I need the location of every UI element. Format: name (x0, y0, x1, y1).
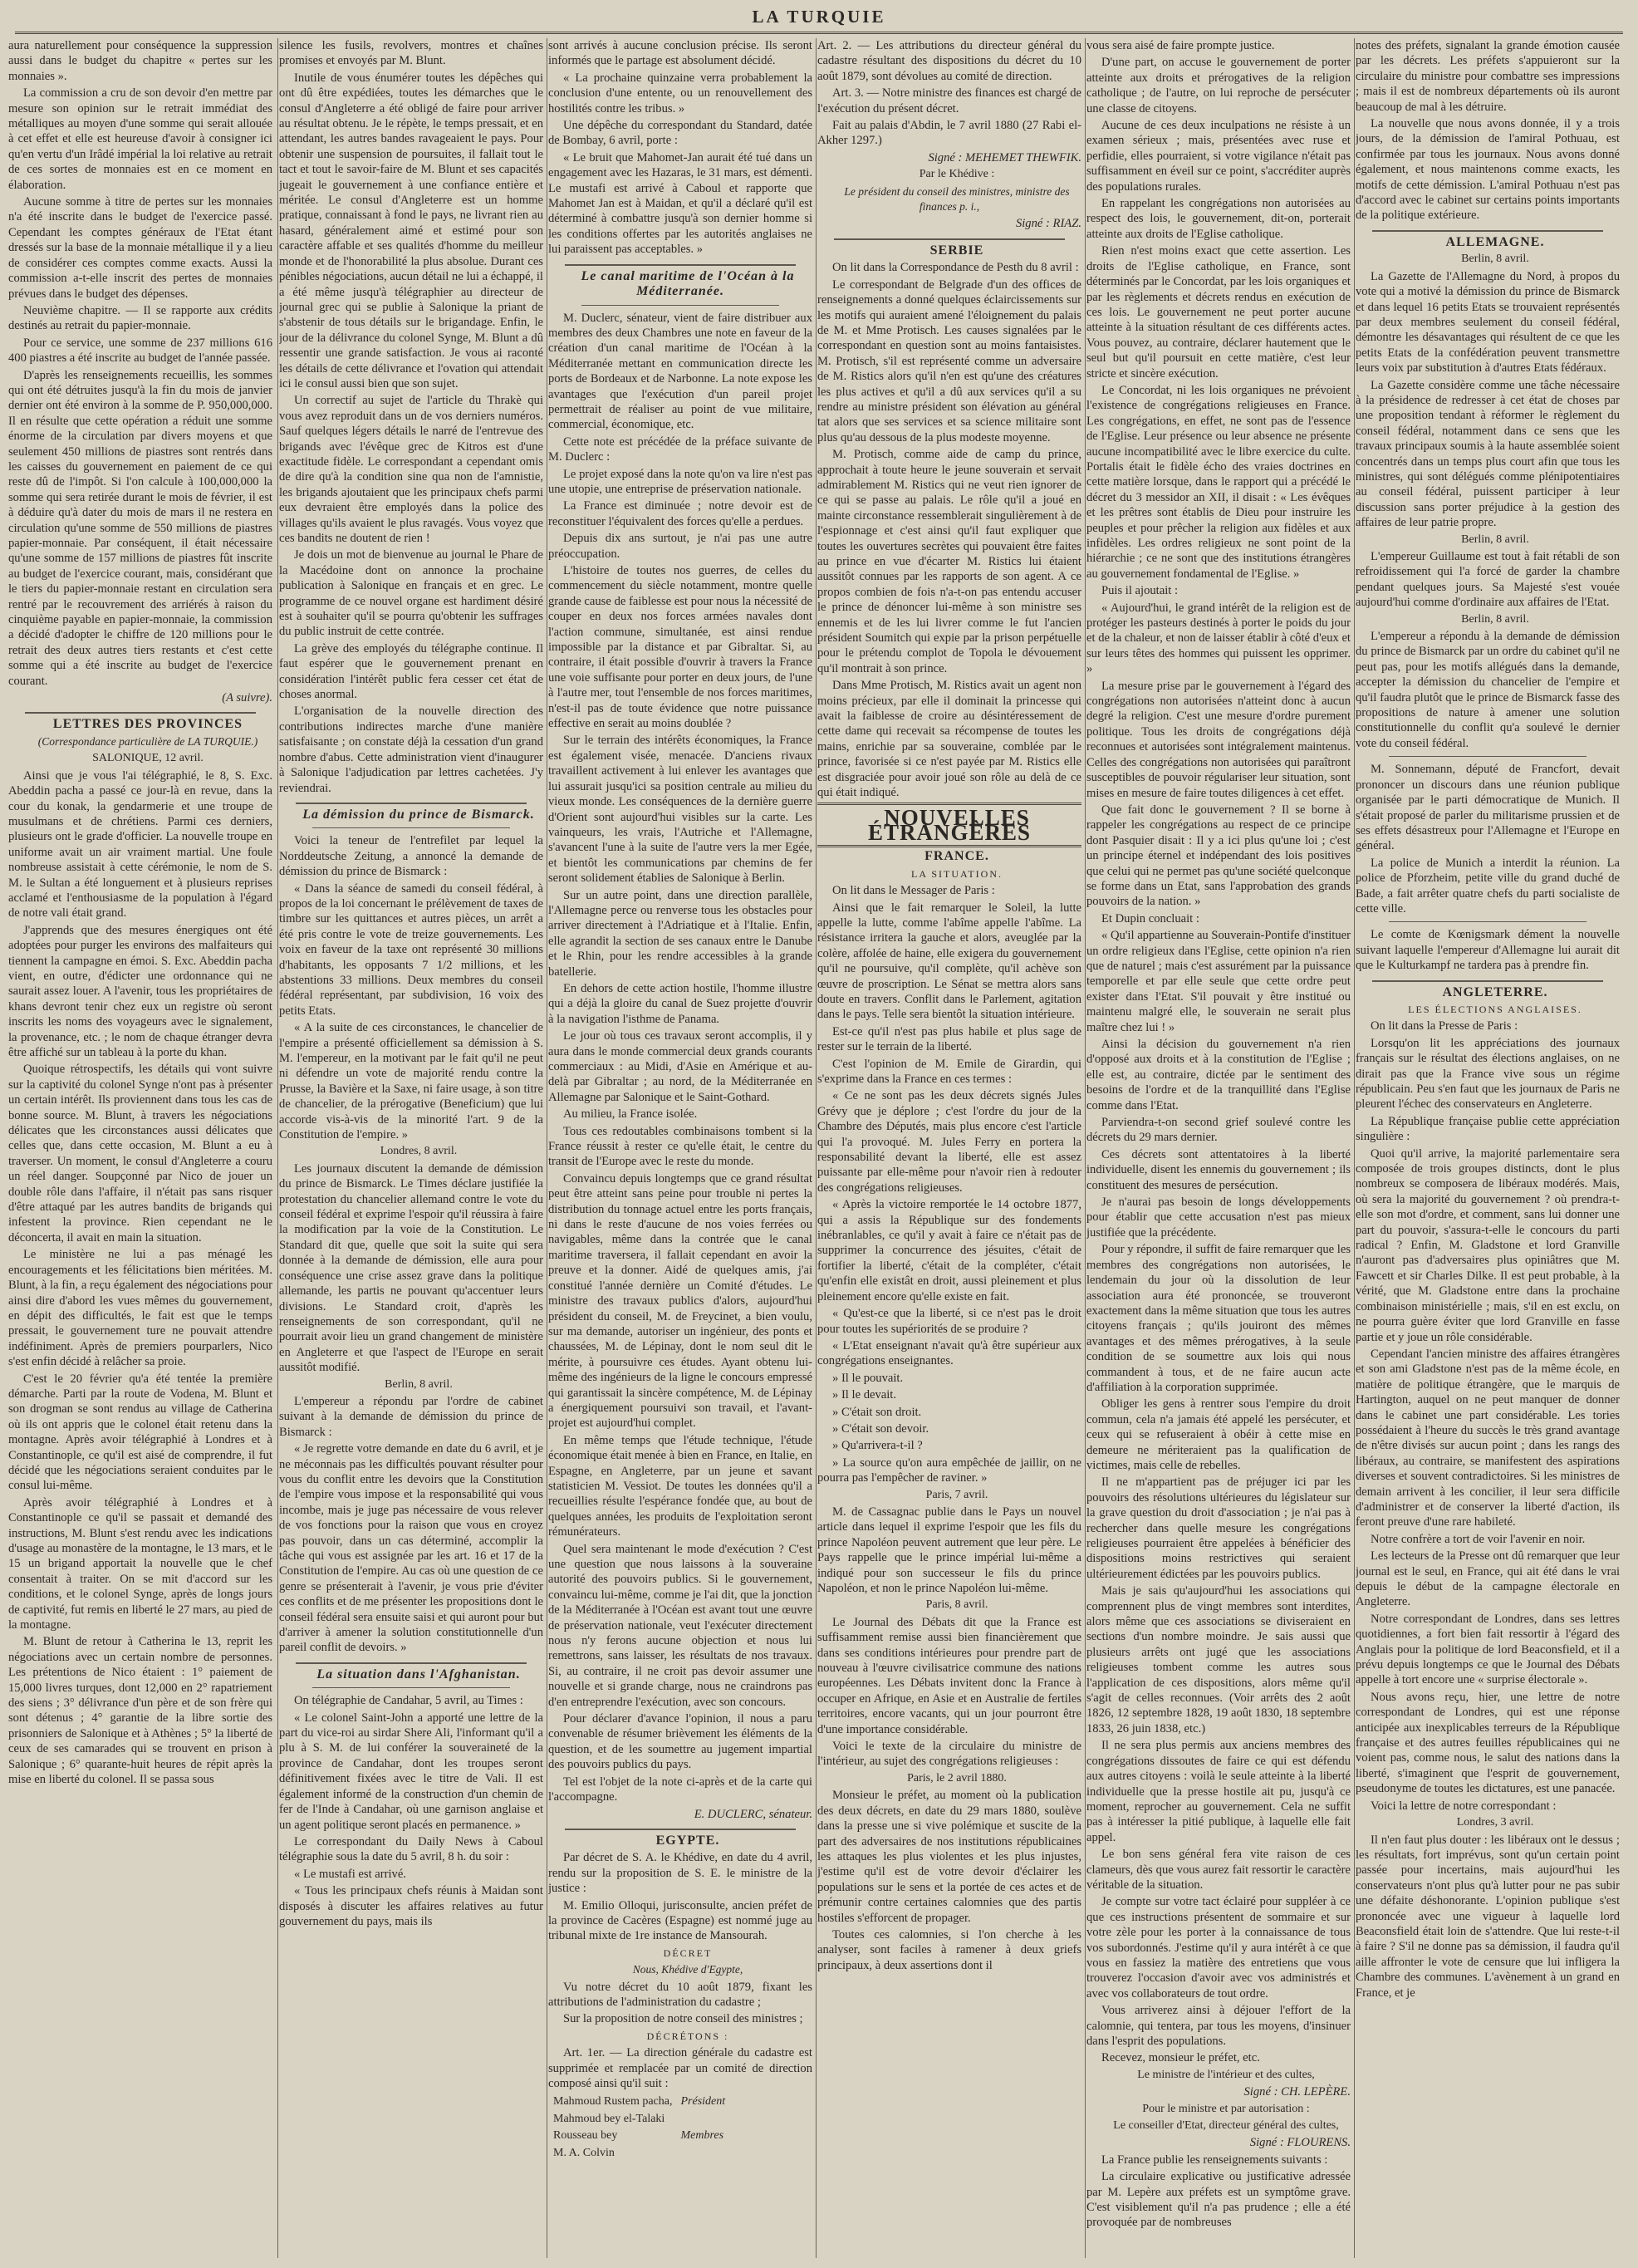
paragraph: » C'était son devoir. (832, 1421, 929, 1436)
paragraph: La commission a cru de son devoir d'en mettre par mesure son opinion sur le retrait immédiat des métalliques au moyen d'une somme qui serait allouée à cet effet et elle est heureuse d'avoir à consigner ici qu'en vertu d'un Irâdé impérial la loi relative au retrait de ces sortes de monnaies est en ce moment en élaboration. (8, 86, 272, 192)
section-heading: La démission du prince de Bismarck. (302, 807, 535, 822)
signature: E. DUCLERC, sénateur. (694, 1807, 812, 1821)
decree-heading: DÉCRÉTONS : (646, 2030, 729, 2042)
section-rule (565, 264, 796, 266)
paragraph: « Ce ne sont pas les deux décrets signés Jules Grévy que je déplore ; c'est l'ordre du jour de la Chambre des Députés, mais plus encore c'est l'article qui l'a provoqué. M. Jules Ferry en portera la responsabilité devant la liberté, elle est assez puissante par elle-même pour n'avoir rien à redouter des congrégations religieuses. (817, 1089, 1081, 1195)
member-name: Mahmoud bey el-Talaki (553, 2112, 665, 2125)
paragraph: La Gazette considère comme une tâche nécessaire à la présidence de redresser à cet état de choses par une proposition tendant à réformer le règlement du conseil fédéral, notamment dans ce sens que les travaux principaux soumis à la haute assemblée soient concentrés dans un temps plus court afin que tous les ministres, qui sont délégués comme plénipotentiaires au conseil fédéral, puissent participer à leur discussion sans porter préjudice à la gestion des affaires de leur patrie propre. (1356, 378, 1620, 530)
paragraph: D'après les renseignements recueillis, les sommes qui ont été détruites jusqu'à la fin du mois de janvier dernier ont été environ à la somme de P. 950,000,000. Il en résulte que cette opération a réduit une somme énorme de la circulation par divers moyens et que seulement 450 millions de piastres sont rentrés dans les caisses du gouvernement en paiement de ce qui reste dû de l'impôt. Si l'on calcule à 100,000,000 la somme qui sera retirée durant le mois de février, il est à déduire qu'à dater du mois de mars il ne restera en circulation qu'une somme de 550 millions de piastres papier-monnaie. Par conséquent, il était nécessaire qu'une somme de 157 millions de piastres fût inscrite au budget de l'exercice courant, mais, considérant que le tiers du papier-monnaie restant en circulation sera rentré par le recouvrement des arriérés à raison du cinquième payable en papier-monnaie, la commission a décidé d'adopter le chiffre de 120 millions pour le retrait des deux autres tiers restants et c'est cette somme qui a été inscrite au budget de l'exercice courant. (8, 368, 272, 688)
member-row (550, 2146, 728, 2161)
paragraph: « Qu'il appartienne au Souverain-Pontife d'instituer un ordre religieux dans l'Eglise, cette opinion n'a rien que de naturel ; mais c'est assurément par la puissance temporelle et par elle seule que cette ordre peut exister dans l'Etat. S'il pouvait y être institué ou maintenu malgré elle, le souverain ne serait plus maître chez lui ! » (1086, 929, 1351, 1034)
dateline: Berlin, 8 avril. (1461, 612, 1529, 626)
paragraph: « A la suite de ces circonstances, le chancelier de l'empire a présenté officiellement sa démission à S. M. l'empereur, en la motivant par le fait qu'il ne peut ni défendre un vote de majorité rendu contre la Prusse, la Bavière et la Saxe, ni faire usage, à son titre de chancelier, de la prérogative (Beneficium) que lui accorde vis-à-vis de la minorité l'art. 9 de la Constitution de l'empire. » (279, 1021, 543, 1142)
paragraph: M. Blunt de retour à Catherina le 13, reprit les négociations avec un certain nombre de personnes. Les prétentions de Nico étaient : 1° paiement de 15,000 livres turques, dont 12,000 en 2° rapatriement des siens ; 3° délivrance d'un père et de son frère qui sont détenus ; 4° garantie de la libre sortie des prisonniers de Salonique et à Athènes ; 5° la liberté de ceux de ses camarades qui se trouvent en prison à Salonique ; 6° quarante-huit heures de répit après la mise en liberté du colonel. Il se passa sous (8, 1635, 272, 1787)
paragraph: » Qu'arrivera-t-il ? (832, 1439, 923, 1453)
paragraph: Parviendra-t-on second grief soulevé contre les décrets du 29 mars dernier. (1086, 1116, 1351, 1145)
paragraph: Art. 2. — Les attributions du directeur général du cadastre résultant des dispositions du décret du 10 août 1879, sont dévolues au comité de direction. (817, 39, 1081, 83)
paragraph: Que fait donc le gouvernement ? Il se borne à rappeler les congrégations au respect de ce principe dont Pasquier disait : Il y a ici plus qu'une loi ; c'est un principe éternel et indépendant des lois positives que celui qui ne permet pas qu'une société quelconque se forme dans un Etat, sans l'approbation des grands pouvoirs de la nation. » (1086, 803, 1351, 909)
paragraph: Une dépêche du correspondant du Standard, datée de Bombay, 6 avril, porte : (548, 119, 812, 148)
column-1 (8, 38, 272, 2260)
paragraph: En dehors de cette action hostile, l'homme illustre qui a déjà la gloire du canal de Suez projette d'ouvrir à la navigation l'isthme de Panama. (548, 981, 812, 1026)
paragraph: On lit dans la Correspondance de Pesth du 8 avril : (832, 261, 1079, 275)
committee-members (548, 2093, 730, 2162)
section-rule (565, 1829, 796, 1830)
section-rule (296, 1662, 527, 1664)
paragraph: La grève des employés du télégraphe continue. Il faut espérer que le gouvernement prenant en considération l'intérêt public fera cesser cet état de choses anormal. (279, 641, 543, 702)
paragraph: C'est le 20 février qu'a été tentée la première démarche. Parti par la route de Vodena, M. Blunt et son drogman se sont rendus au village de Catherina où ils ont appris que le colonel était retenu dans la montagne. Après avoir télégraphié à Londres et à Constantinople, ce qu'il est aisé de comprendre, il fut décidé que les négociations seraient conduites par le consul lui-même. (8, 1372, 272, 1493)
paragraph: Cependant l'ancien ministre des affaires étrangères et son ami Gladstone n'est pas de la même école, en matière de politique étrangère, que le marquis de Hartington, auquel on ne peut manquer de donner dans le cabinet une part considérable. Les tories possédaient à l'heure du succès le très grand avantage de n'être divisés sur aucun point ; dans les rangs des libéraux, au contraire, se manifestent des aspirations diverses et souvent contradictoires. Si les ministres de demain arrivent à les concilier, il leur sera difficile d'administrer et de conserver la liberté d'action, ils feront preuve d'une rare habileté. (1356, 1347, 1620, 1529)
paragraph: L'empereur a répondu à la demande de démission du prince de Bismarck par un ordre du cabinet qu'il ne peut pas, pour les motifs allégués dans la demande, accepter la démission du chancelier de l'empire et qu'il faudra plutôt que le prince de Bismarck fasse des propositions de nature à amener une solution constitutionnelle du conflit qu'a soulevé le dernier vote du conseil fédéral. (1356, 630, 1620, 750)
paragraph: Recevez, monsieur le préfet, etc. (1101, 2051, 1260, 2065)
paragraph: Convaincu depuis longtemps que ce grand résultat peut être atteint sans peine pour trouble ni pertes la distribution du tonnage actuel entre les ports français, ni dans le reste d'aucune de nos voies ferrées ou navigables, même dans la contrée que le canal maritime traversera, il fallait cependant en avoir la preuve et la donner. Aidé de quelques amis, j'ai constitué l'année dernière un Comité d'études. Le ministre des travaux publics d'alors, aujourd'hui président du conseil, M. de Freycinet, a bien voulu, sur ma demande, autoriser un ingénieur, des ponts et chaussées, M. de Lépinay, dont le nom seul dit le mérite, à poursuivre ces études. Ayant obtenu lui-même des ingénieurs de la ligne le concours empressé qui garantissait la sincère compétence, M. de Lépinay a énergiquement poursuivi son travail, et l'avant-projet est aujourd'hui complet. (548, 1171, 812, 1431)
paragraph: La mesure prise par le gouvernement à l'égard des congrégations non autorisées n'atteint donc à aucun degré la religion. C'est une mesure d'ordre purement politique. Tous les droits de congrégations déjà reconnues et autorisées sont intégralement maintenus. Celles des congrégations non autorisées qui paraîtront susceptibles de pouvoir régulariser leur situation, sont mises en mesure de faire toutes diligences à cet effet. (1086, 679, 1351, 800)
paragraph: Ainsi que le fait remarquer le Soleil, la lutte appelle la lutte, comme l'abîme appelle l'abîme. La résistance irritera la gauche et alors, aveuglée par la colère, affolée de haine, elle exigera du gouvernement qu'il ne poursuive, qu'il complète, qu'il achève son œuvre de proscription. Le Sénat se mettra alors sans doute en travers. Conflit dans le Parlement, agitation dans le pays. Telle sera bientôt la situation intérieure. (817, 901, 1081, 1022)
section-heading: ANGLETERRE. (1442, 984, 1548, 999)
dateline: Londres, 3 avril. (1456, 1816, 1534, 1829)
paragraph: Aucune somme à titre de pertes sur les monnaies n'a été inscrite dans le budget de l'exercice passé. Cependant les comptes généraux de l'Etat étant dressés sur la base de la monnaie métallique il y a lieu de considérer ces comptes comme exacts. Aussi la commission a-t-elle inscrit des pertes de monnaies prévues dans le budget des dépenses. (8, 195, 272, 301)
paragraph: Sur le terrain des intérêts économiques, la France est également visée, menacée. D'anciens rivaux travaillent activement à lui enlever les avantages que lui assurait jusqu'ici sa position centrale au milieu du vieux monde. Les conséquences de la dernière guerre d'Orient sont aujourd'hui visibles sur la carte. Les vainqueurs, les vrais, l'Autriche et l'Allemagne, s'avancent l'une à la suite de l'autre vers la mer Egée, et bientôt les communications par chemins de fer seront solidement établies de Salonique à Berlin. (548, 734, 812, 886)
paragraph: Un correctif au sujet de l'article du Thrakè qui vous avez reproduit dans un de vos derniers numéros. Sauf quelques légers détails le narré de l'entrevue des brigands avec l'évêque grec de Kitros est d'une exactitude fidèle. Le correspondant a cependant omis de dire qu'à la condition sine qua non de l'amnistie, les brigands ajoutaient que les principaux chefs parmi eux devraient être employés dans la police des villages qu'ils avaient le plus ravagés. Vous voyez que ces bandits ne doutent de rien ! (279, 394, 543, 545)
paragraph: Obliger les gens à rentrer sous l'empire du droit commun, cela n'a jamais été appelé les persécuter, et ceux qui se refuseraient à obéir à cette mise en demeure ne mériteraient pas la qualification de victimes, mais celle de rebelles. (1086, 1397, 1351, 1472)
separator-rule (1389, 756, 1587, 757)
section-rule (834, 238, 1065, 240)
paragraph: Pour y répondre, il suffit de faire remarquer que les membres des congrégations non autorisées, le lendemain du jour où la dissolution de leur association aura été prononcée, se trouveront exactement dans la même situation que tous les autres citoyens français ; qu'ils jouiront des mêmes avantages et des mêmes prérogatives, à la seule condition de se soumettre aux lois qui nous commandent à tous, et de ne faire aucun acte d'affiliation à la corporation supprimée. (1086, 1243, 1351, 1394)
member-role (677, 2146, 728, 2161)
signature: Signé : RIAZ. (1015, 217, 1081, 231)
paragraph: Ces décrets sont attentatoires à la liberté individuelle, disent les ennemis du gouvernement ; ils constituent des mesures de persécution. (1086, 1147, 1351, 1192)
paragraph: Le projet exposé dans la note qu'on va lire n'est pas une utopie, une entreprise de préservation nationale. (548, 467, 812, 496)
column-divider (816, 38, 817, 2258)
paragraph: Neuvième chapitre. — Il se rapporte aux crédits destinés au retrait du papier-monnaie. (8, 303, 272, 333)
paragraph: » Il le devait. (832, 1388, 896, 1402)
paragraph: Ainsi la décision du gouvernement n'a rien d'opposé aux droits et à la constitution de l'Eglise ; elle est, au contraire, dictée par le sentiment des besoins de l'ordre et de la tranquillité dans l'Eglise comme dans l'Etat. (1086, 1038, 1351, 1112)
paragraph: Vous arriverez ainsi à déjouer l'effort de la calomnie, qui tentera, par tous les moyens, d'insinuer dans l'esprit des populations. (1086, 2004, 1351, 2048)
member-row (550, 2094, 728, 2109)
paragraph: Par décret de S. A. le Khédive, en date du 4 avril, rendu sur la proposition de S. E. le ministre de la justice : (548, 1851, 812, 1896)
signature: Signé : FLOURENS. (1249, 2136, 1351, 2150)
paragraph: » La source qu'on aura empêchée de jaillir, on ne pourra pas l'empêcher de raviner. » (817, 1456, 1081, 1485)
member-role: Membres (680, 2129, 724, 2143)
paragraph: Après avoir télégraphié à Londres et à Constantinople ce qu'il se passait et demandé des instructions, M. Blunt s'est rendu avec les indications d'usage au monastère de la montagne, le 13 mars, et le 15 un brigand apportait la nouvelle que le chef consentait à traiter. On se mit d'accord sur les conditions, et le colonel Synge, après de longs jours de captivité, fut remis en liberté le 27 mars, au pied de la montagne. (8, 1495, 272, 1632)
section-heading: FRANCE. (924, 849, 989, 864)
dateline: Paris, 8 avril. (925, 1598, 988, 1612)
signature: Signé : MEHEMET THEWFIK. (928, 150, 1081, 164)
section-heading: LETTRES DES PROVINCES (52, 717, 243, 732)
paragraph: M. Duclerc, sénateur, vient de faire distribuer aux membres des deux Chambres une note en faveur de la création d'un canal maritime de l'Océan à la Méditerranée mettant en communication directe les ports de Bordeaux et de Narbonne. La note expose les avantages que l'exécution d'un pareil projet permettrait de réaliser au point de vue militaire, commercial, économique, etc. (548, 311, 812, 432)
paragraph: Depuis dix ans surtout, je n'ai pas une autre préoccupation. (548, 532, 812, 561)
paragraph: Il n'en faut plus douter : les libéraux ont le dessus ; les résultats, fort imprévus, sont qu'un certain point passée pour incertains, mais aujourd'hui les conservateurs n'ont plus qu'à lutter pour ne pas subir une défaite déshonorante. L'opinion publique s'est prononcée avec une vigueur à laquelle lord Beaconsfield était loin de s'attendre. Que lui reste-t-il à faire ? S'il ne donne pas sa démission, il faudra qu'il aille affronter le vote de censure que lui infligera la Chambre des communes. L'avènement à un grand en France, et je (1356, 1833, 1620, 2000)
paragraph: Est-ce qu'il n'est pas plus habile et plus sage de rester sur le terrain de la liberté. (817, 1024, 1081, 1054)
paragraph: Cette note est précédée de la préface suivante de M. Duclerc : (548, 434, 812, 464)
member-name: M. A. Colvin (553, 2146, 615, 2159)
paragraph: M. Protisch, comme aide de camp du prince, approchait à toute heure le jeune souverain et servait admirablement M. Ristics qui ne veut rien ignorer de ce qui se passe au palais. Le rôle qu'il a joué en mainte circonstance ressemblerait singulièrement à de l'espionnage et c'est ainsi qu'il faut expliquer que toutes les ouvertures secrètes qui pouvaient être faites au prince en vue d'écarter M. Ristics lui étaient aussitôt connues par les rapports de son agent. A ce propos combien de fois n'a-t-on pas entendu accuser le prince de dénoncer lui-même à son ministre ses ennemis et de les lui livrer comme le fut l'ancien président Soumitch qui expie par la prison perpétuelle pour le prétendu complot de Topola le dévouement qu'il montrait à son prince. (817, 448, 1081, 675)
paragraph: » C'était son droit. (832, 1405, 922, 1419)
member-name: Mahmoud Rustem pacha, (553, 2095, 673, 2108)
column-3 (548, 38, 812, 2260)
paragraph: notes des préfets, signalant la grande émotion causée par les décrets. Les préfets s'appuieront sur la circulaire du ministre pour combattre ses impressions ; mais il est de nombreux départements où ils auront beaucoup de mal à les détruire. (1356, 39, 1620, 114)
paragraph: Puis il ajoutait : (1101, 584, 1179, 598)
paragraph: « Tous les principaux chefs réunis à Maidan sont disposés à discuter les affaires relatives au futur gouvernement du pays, mais ils (279, 1884, 543, 1928)
paragraph: Le correspondant du Daily News à Caboul télégraphie sous la date du 5 avril, 8 h. du soir : (279, 1834, 543, 1864)
paragraph: Art. 1er. — La direction générale du cadastre est supprimée et remplacée par un comité de direction composé ainsi qu'il suit : (548, 2046, 812, 2090)
paragraph: Vu notre décret du 10 août 1879, fixant les attributions de l'administration du cadastre ; (548, 1980, 812, 2009)
section-heading: Le canal maritime de l'Océan à la Méditerranée. (581, 268, 795, 299)
section-heading: ALLEMAGNE. (1445, 234, 1545, 249)
paragraph: « Le colonel Saint-John a apporté une lettre de la part du vice-roi au sirdar Shere Ali, l'informant qu'il a plu à S. M. de lui conférer la souveraineté de la province de Candahar, dont les troupes seront définitivement fixées avec le titre de Vali. Il est également informé de la construction d'un chemin de fer de l'Inde à Candahar, où une garnison anglaise et un agent politique seront placés en permanence. » (279, 1711, 543, 1832)
paragraph: M. Sonnemann, député de Francfort, devait prononcer un discours dans une réunion publique organisée par le parti démocratique de Munich. Il s'était proposé de parler du militarisme prussien et de ses effets désastreux pour l'Allemagne et l'Europe en général. (1356, 763, 1620, 853)
paragraph: La Gazette de l'Allemagne du Nord, à propos du vote qui a motivé la démission du prince de Bismarck et dans lequel 16 petits Etats se trouvaient représentés par deux membres seulement du conseil fédéral, démontre les désavantages qui résultent de ce que les petits Etats de la confédération peuvent transmettre leurs voix par substitution à d'autres Etats fédéraux. (1356, 269, 1620, 376)
heading-rule (581, 305, 779, 306)
signature-line: Le ministre de l'intérieur et des cultes, (1137, 2068, 1315, 2081)
paragraph: Pour déclarer d'avance l'opinion, il nous a paru convenable de résumer brièvement les éléments de la question, et de les soumettre au jugement impartial des pouvoirs publics du pays. (548, 1712, 812, 1772)
paragraph: Mais je sais qu'aujourd'hui les associations qui comprennent plus de vingt membres sont interdites, alors même que ces associations se diviseraient en sections d'un nombre moindre. Je sais aussi que plusieurs arrêts ont jugé que les associations religieuses tombent comme les autres sous l'application de ces dispositions, alors même qu'il s'agit de celles reconnues. (Voir arrêts des 2 août 1826, 12 septembre 1828, 19 août 1830, 18 septembre 1833, 26 juin 1838, etc.) (1086, 1584, 1351, 1735)
member-role (677, 2112, 728, 2127)
paragraph: J'apprends que des mesures énergiques ont été adoptées pour purger les environs des malfaiteurs qui tiennent la campagne en émoi. S. Exc. Abeddin pacha vient, en outre, d'édicter une ordonnance qui ne saurait assez louer. A l'avenir, tous les propriétaires de khans devront tenir chez eux un registre où seront inscrits les noms des voyageurs avec le signalement, la provenance, etc. ; le nom de chaque étranger devra être affiché sur un tableau à la porte du khan. (8, 923, 272, 1059)
paragraph: « Le mustafi est arrivé. (294, 1867, 406, 1881)
paragraph: Il ne sera plus permis aux anciens membres des congrégations dissoutes de faire ce qui est défendu aux autres citoyens : voilà le seule atteinte à la liberté individuelle que la presse hostile ait pu, jusqu'à ce moment, reprocher au gouvernement. Cela ne suffit pas à intéresser la pitié publique, à laquelle elle fait appel. (1086, 1739, 1351, 1844)
paragraph: Le Concordat, ni les lois organiques ne prévoient l'existence de congrégations religieuses en France. Les congrégations, en effet, ne sont pas de l'essence de l'Eglise. Leur présence ou leur absence ne présente aucune incompatibilité avec le libre exercice du culte. Portalis était le fidèle écho des vraies doctrines en cette matière lorsque, dans le rapport qui a précédé le décret du 3 messidor an XII, il disait : « Les évêques et les prêtres sont établis de Dieu pour instruire les peuples et pour prêcher la religion aux fidèles et aux infidèles. Les ordres religieux ne sont point de la hiérarchie ; ce ne sont que des institutions étrangères au gouvernement fondamental de l'Eglise. » (1086, 383, 1351, 581)
paragraph: Toutes ces calomnies, si l'on cherche à les analyser, sont faciles à ramener à deux griefs principaux, à deux assertions dont il (817, 1927, 1081, 1972)
member-row (550, 2128, 728, 2143)
section-rule (296, 803, 527, 804)
paragraph: Notre confrère a tort de voir l'avenir en noir. (1371, 1532, 1586, 1546)
paragraph: « Dans la séance de samedi du conseil fédéral, à propos de la loi concernant le prélèvement de taxes de timbre sur les quittances et autres pièces, un arrêt a été pris contre le vote de treize gouvernements. Les voix en faveur de la taxe ont représenté 30 millions d'habitants, les opposants 7 1/2 millions, et les abstentions 33 millions. Deux membres du conseil fédéral représentant, par subdivision, 16 voix des petits Etats. (279, 881, 543, 1018)
paragraph: Quel sera maintenant le mode d'exécution ? C'est une question que nous laissons à la souveraine autorité des pouvoirs publics. Si le gouvernement, convaincu lui-même, comme je l'ai dit, que la jonction de la Méditerranée à l'Océan est avant tout une œuvre de préservation nationale, veut l'exécuter directement nous n'y ferons aucune objection et nous lui remettrons, sans laisser, les résultats de nos travaux. Si, au contraire, il ne croit pas devoir assumer une nouvelle et si grande charge, nous ne craindrons pas d'en entreprendre l'exécution, avec son concours. (548, 1542, 812, 1709)
paragraph: Le ministère ne lui a pas ménagé les encouragements et les félicitations bien méritées. M. Blunt, à la fin, a reçu également des négociations pour ainsi dire d'abord les vues mêmes du gouvernement, en dépit des difficultés, le fait est que le temps pressait, le gouvernement ture ne pouvait attendre indéfiniment. Après de premiers pourparlers, Nico s'est enfin décidé à relâcher sa proie. (8, 1248, 272, 1369)
paragraph: L'organisation de la nouvelle direction des contributions indirectes marche d'une manière satisfaisante ; on constate déjà la cessation d'un grand nombre d'abus. Cette administration vient d'inaugurer à Salonique l'adjudication par lettres cachetées. J'y reviendrai. (279, 704, 543, 795)
dateline: Berlin, 8 avril. (1461, 533, 1529, 546)
dateline: Londres, 8 avril. (380, 1145, 458, 1158)
paragraph: L'histoire de toutes nos guerres, de celles du commencement du siècle notamment, montre quelle grande cause de faiblesse est pour nous la nécessité de couper en deux nos forces armées navales dont l'action commune, simultanée, est ainsi rendue impossible par la distance et par Gibraltar. Si, au contraire, il était possible d'ouvrir à travers la France une voie suffisante pour porter en deux jours, de l'une à l'autre mer, tout l'ensemble de nos forces maritimes, n'est-il pas de toute évidence que notre puissance effective en serait au moins doublée ? (548, 564, 812, 731)
section-heading: La situation dans l'Afghanistan. (316, 1667, 521, 1681)
heading-rule (312, 1687, 510, 1688)
paragraph: Sur la proposition de notre conseil des ministres ; (563, 2012, 803, 2026)
section-banner: NOUVELLES ÉTRANGÈRES (817, 803, 1081, 848)
paragraph: La France publie les renseignements suivants : (1101, 2153, 1328, 2167)
paragraph: En rappelant les congrégations non autorisées au respect des lois, le gouvernement, dit-on, porterait atteinte aux droits de l'Eglise catholique. (1086, 197, 1351, 241)
paragraph: La nouvelle que nous avons donnée, il y a trois jours, de la démission de l'amiral Pothuau, est confirmée par tous les journaux. Nous avons donné également, et nous maintenons comme exacts, les motifs de cette démission. L'amiral Pothuau n'est pas d'accord avec le cabinet sur certains points importants de la politique extérieure. (1356, 117, 1620, 223)
paragraph: Fait au palais d'Abdin, le 7 avril 1880 (27 Rabi el-Akher 1297.) (817, 119, 1081, 148)
paragraph: aura naturellement pour conséquence la suppression aussi dans le budget du chapitre « pertes sur les monnaies ». (8, 39, 272, 83)
member-row (550, 2112, 728, 2127)
paragraph: Je compte sur votre tact éclairé pour suppléer à ce que ces instructions présentent de sommaire et sur votre zèle pour les porter à la connaissance de tous vos subordonnés. J'estime qu'il y aura intérêt à ce que vous en fassiez la matière des entretiens que vous trouverez l'occasion d'avoir avec vos administrés et avec vos collaborateurs de tout ordre. (1086, 1895, 1351, 2000)
paragraph: L'empereur Guillaume est tout à fait rétabli de son refroidissement qui l'a forcé de garder la chambre pendant quelques jours. Sa Majesté s'est vouée aujourd'hui comme d'ordinaire aux affaires de l'Etat. (1356, 550, 1620, 610)
section-heading: EGYPTE. (655, 1833, 720, 1848)
paragraph: Au milieu, la France isolée. (563, 1107, 698, 1122)
paragraph: Tous ces redoutables combinaisons tombent si la France réussit à rester ce qu'elle était, le centre du transit de l'Europe avec le reste du monde. (548, 1124, 812, 1169)
signature-line: Le président du conseil des ministres, ministre des finances p. i., (844, 184, 1070, 214)
dateline: Berlin, 8 avril. (1461, 253, 1529, 266)
paragraph: Les lecteurs de la Presse ont dû remarquer que leur journal est le seul, en France, qui ait été dans le vrai depuis le début de la campagne électorale en Angleterre. (1356, 1549, 1620, 1609)
separator-rule (1389, 921, 1587, 922)
section-subtitle: (Correspondance particulière de LA TURQUIE.) (37, 734, 258, 748)
column-divider (1085, 38, 1086, 2258)
paragraph: Rien n'est moins exact que cette assertion. Les droits de l'Eglise catholique, en France, sont déterminés par le Concordat, par les lois organiques et par les règlements et décrets rendus en exécution de ces lois. Le gouvernement ne peut porter aucune atteinte à la situation résultant de ces différents actes. Vous pouvez, au contraire, déclarer hautement que le seul but qu'il poursuit en cette matière, c'est leur stricte et sincère exécution. (1086, 244, 1351, 380)
decree-title: DÉCRET (663, 1946, 713, 1959)
column-6 (1356, 38, 1620, 2260)
paragraph: La France est diminuée ; notre devoir est de reconstituer l'équivalent des forces qu'elle a perdues. (548, 499, 812, 528)
paragraph: Le jour où tous ces travaux seront accomplis, il y aura dans le monde commercial deux grands courants commerciaux : au Midi, d'Asie en Amérique et au-delà par Gibraltar ; au nord, de la Méditerranée en Allemagne par Salonique et le Saint-Gothard. (548, 1029, 812, 1104)
paragraph: M. Emilio Olloqui, jurisconsulte, ancien préfet de la province de Cacères (Espagne) est nommé juge au tribunal mixte de 1re instance de Mansourah. (548, 1898, 812, 1943)
column-divider (277, 38, 278, 2258)
paragraph: D'une part, on accuse le gouvernement de porter atteinte aux droits et prérogatives de la religion catholique ; de l'autre, on lui reproche de persécuter une classe de citoyens. (1086, 56, 1351, 115)
paragraph: Le bon sens général fera vite raison de ces clameurs, dès que vous aurez fait ressortir le caractère véritable de la situation. (1086, 1848, 1351, 1892)
paragraph: En même temps que l'étude technique, l'étude économique était menée à bien en France, en Italie, en Espagne, en Angleterre, par un jeune et savant statisticien M. Vessiot. De toutes les données qu'il a recueillies résulte l'espérance fondée que, au bout de quelques années, les produits de l'exploitation seront rémunérateurs. (548, 1433, 812, 1539)
section-subheading: LES ÉLECTIONS ANGLAISES. (1408, 1003, 1582, 1015)
paragraph: On lit dans le Messager de Paris : (832, 884, 995, 898)
paragraph: C'est l'opinion de M. Emile de Girardin, qui s'exprime dans la France en ces termes : (817, 1057, 1081, 1086)
signature-line: Pour le ministre et par autorisation : (1142, 2102, 1310, 2115)
paragraph: Pour ce service, une somme de 237 millions 616 400 piastres a été inscrite au budget de l'année passée. (8, 336, 272, 366)
paragraph: Sur un autre point, dans une direction parallèle, l'Allemagne perce ou renverse tous les obstacles pour arriver directement à l'Adriatique et à l'Italie. Enfin, elle agrandit la section de ses canaux entre le Danube et le Rhin, pour les rendre accessibles à la grande batellerie. (548, 888, 812, 979)
paragraph: Notre correspondant de Londres, dans ses lettres quotidiennes, a fort bien fait ressortir à l'égard des Anglais pour la politique de lord Beaconsfield, et il a prévu depuis longtemps ce que le Journal des Débats appelle à tort encore une « surprise électorale ». (1356, 1612, 1620, 1687)
column-2 (279, 38, 543, 2260)
signature-line: Par le Khédive : (919, 168, 995, 181)
paragraph: Aucune de ces deux inculpations ne résiste à un examen sérieux ; mais, présentées avec ruse et perfidie, elles pourraient, si votre vigilance n'était pas suffisamment en éveil sur ce point, s'accréditer auprès des populations rurales. (1086, 119, 1351, 194)
signature: Signé : CH. LEPÈRE. (1243, 2085, 1351, 2099)
decree-subtitle: Nous, Khédive d'Egypte, (632, 1963, 743, 1976)
paragraph: « La prochaine quinzaine verra probablement la conclusion d'une entente, ou un renouvellement des hostilités contre les tribus. » (548, 71, 812, 115)
dateline: Paris, 7 avril. (925, 1488, 988, 1501)
to-be-continued: (A suivre). (222, 691, 272, 705)
paragraph: Voici le texte de la circulaire du ministre de l'intérieur, au sujet des congrégations religieuses : (817, 1740, 1081, 1769)
paragraph: Inutile de vous énumérer toutes les dépêches qui ont dû être expédiées, toutes les démarches que le consul d'Angleterre a été obligé de faire pour arriver au résultat obtenu. Je le répète, le temps pressait, et en attendant, les autres bandes ravageaient le pays. Pour obtenir une suspension de poursuites, il fallait tout le tact et tout le savoir-faire de M. Blunt et ses capacités jugeait le gouvernement à une confiance entière et méritée. Le consul d'Angleterre est un homme pratique, connaissant à fond le pays, ne livrant rien au hasard, généralement aimé et estimé pour son caractère affable et ses qualités d'homme du meilleur monde et de l'honorabilité la plus absolue. Durant ces pénibles négociations, aucun détail ne lui a échappé, il a été même jusqu'à télégraphier au directeur de journal grec qui se publie à Salonique la priant de s'abstenir de tous détails sur le brigandage. Enfin, le jour de la délivrance du colonel Synge, M. Blunt a dû ressentir une grande satisfaction. Je vous ai raconté les détails de cette délivrance et l'ovation qui attendait ici le consul aussi bien que son sujet. (279, 71, 543, 390)
member-role: Président (680, 2095, 726, 2108)
member-name: Rousseau bey (553, 2129, 618, 2143)
section-rule (1372, 230, 1603, 232)
paragraph: Voici la teneur de l'entrefilet par lequel la Norddeutsche Zeitung, a annoncé la demande de démission du prince de Bismarck : (279, 834, 543, 879)
paragraph: « Le bruit que Mahomet-Jan aurait été tué dans un engagement avec les Hazaras, le 31 mars, est démenti. Le mustafi est arrivé à Caboul et rapporte que Mahomet Jan est à Maidan, et qu'il a déclaré qu'il est déterminé à combattre jusqu'à son dernier homme si les conditions offertes par les autorités anglaises ne lui paraissent pas acceptables. » (548, 150, 812, 257)
paragraph: sont arrivés à aucune conclusion précise. Ils seront informés que le partage est absolument décidé. (548, 39, 812, 68)
paragraph: Les journaux discutent la demande de démission du prince de Bismarck. Le Times déclare justifiée la protestation du chancelier allemand contre le vote du conseil fédéral et exprime l'espoir qu'il réussira à faire la modification par la voie de la Constitution. Le Standard dit que, quelle que soit la suite qui sera donnée à la demande de démission, elle aura pour conséquence une crise assez grave dans la politique allemande, les partis ne pouvant qu'accentuer leurs divisions. Le Standard croit, d'après les renseignements de son correspondant, qu'il ne pourrait avoir lieu un grand changement de ministère en Angleterre et que l'aspect de l'Europe en serait aussitôt modifié. (279, 1161, 543, 1375)
paragraph: On télégraphie de Candahar, 5 avril, au Times : (294, 1694, 523, 1708)
section-subheading: LA SITUATION. (911, 867, 1003, 880)
paragraph: L'empereur a répondu par l'ordre de cabinet suivant à la demande de démission du prince de Bismarck : (279, 1394, 543, 1439)
section-rule (1372, 980, 1603, 982)
paragraph: Il ne m'appartient pas de préjuger ici par les pouvoirs des résolutions ultérieures du législateur sur la grave question du droit d'association ; je n'ai pas à rechercher dans quelle mesure les congrégations religieuses pourraient être appelées à bénéficier des dispositions moins restrictives qui seraient ultérieurement édictées par les pouvoirs publics. (1086, 1475, 1351, 1581)
paragraph: Art. 3. — Notre ministre des finances est chargé de l'exécution du présent décret. (817, 86, 1081, 115)
heading-rule (312, 827, 510, 828)
paragraph: vous sera aisé de faire prompte justice. (1086, 39, 1275, 52)
masthead-rule (15, 32, 1623, 34)
section-rule (25, 712, 256, 714)
paragraph: Lorsqu'on lit les appréciations des journaux français sur le résultat des élections anglaises, on ne dirait pas que la France vive sous un régime républicain. Peu s'en faut que les journaux de Paris ne pleurent l'échec des conservateurs en Angleterre. (1356, 1036, 1620, 1112)
paragraph: « Aujourd'hui, le grand intérêt de la religion est de protéger les pasteurs destinés à porter le poids du jour et de la chaleur, et non de laisser établir à côté d'eux et sur leurs têtes des hommes qui puissent les opprimer. » (1086, 601, 1351, 676)
paragraph: La circulaire explicative ou justificative adressée par M. Lepère aux préfets est un symptôme grave. C'est visiblement qu'il n'a pas prudence ; elle a été provoquée par de nombreuses (1086, 2170, 1351, 2230)
section-heading: SERBIE (929, 243, 984, 258)
column-4 (817, 38, 1081, 2260)
paragraph: silence les fusils, revolvers, montres et chaînes promises et envoyés par M. Blunt. (279, 39, 543, 68)
masthead: LA TURQUIE (752, 7, 886, 27)
dateline: Berlin, 8 avril. (385, 1377, 453, 1391)
paragraph: On lit dans la Presse de Paris : (1371, 1019, 1518, 1033)
paragraph: Ainsi que je vous l'ai télégraphié, le 8, S. Exc. Abeddin pacha a passé ce jour-là en revue, dans la cour du konak, la gendarmerie et une troupe de musulmans et de chrétiens. Parmi ces derniers, plusieurs ont le grade d'officier. La nouvelle troupe en uniforme avait un air vraiment martial. Une foule nombreuse assistait à cette cérémonie, le nom de S. M. le Sultan a été longuement et à plusieurs reprises acclamé et l'enthousiasme de la population à l'égard de notre vali était grand. (8, 768, 272, 920)
paragraph: Je dois un mot de bienvenue au journal le Phare de la Macédoine dont on annonce la prochaine publication à Salonique en français et en grec. Le programme de ce nouvel organe est hardiment désiré est à souhaiter qu'il se pourra qu'obtenir les suffrages du public instruit de cette contrée. (279, 548, 543, 639)
paragraph: Le comte de Kœnigsmark dément la nouvelle suivant laquelle l'empereur d'Allemagne lui aurait dit que le Kulturkampf ne tardera pas à prendre fin. (1356, 928, 1620, 973)
paragraph: « Qu'est-ce que la liberté, si ce n'est pas le droit pour toutes les supériorités de se produire ? (817, 1307, 1081, 1336)
paragraph: Tel est l'objet de la note ci-après et de la carte qui l'accompagne. (548, 1775, 812, 1804)
paragraph: Monsieur le préfet, au moment où la publication des deux décrets, en date du 29 mars 1880, soulève dans la presse une si vive polémique et suscite de la part des adversaires de nos institutions républicaines les attaques les plus violentes et les plus injustes, j'estime qu'il est de votre devoir d'éclairer les populations sur le sens et la portée de ces actes et de prémunir contre certaines calomnies que des partis hostiles s'efforcent de propager. (817, 1789, 1081, 1925)
paragraph: » Il le pouvait. (832, 1371, 904, 1385)
column-divider (1354, 38, 1355, 2258)
dateline: SALONIQUE, 12 avril. (92, 752, 204, 765)
paragraph: Voici la lettre de notre correspondant : (1371, 1799, 1557, 1813)
paragraph: Nous avons reçu, hier, une lettre de notre correspondant de Londres, qui est une réponse anticipée aux inexplicables terreurs de la République française et des autres feuilles républicaines qui ne voient pas, comme nous, le salut des nations dans la liberté, s'imaginent que l'esprit de gouvernement, pseudonyme de toutes les dictatures, est une panacée. (1356, 1690, 1620, 1796)
paragraph: « L'Etat enseignant n'avait qu'à être supérieur aux congrégations enseignantes. (817, 1338, 1081, 1368)
column-5 (1086, 38, 1351, 2260)
paragraph: Le correspondant de Belgrade d'un des offices de renseignements a donné quelques éclaircissements sur les motifs qui auraient amené l'éloignement du palais de M. et Mme Protisch. Les causes signalées par le correspondant en question sont au moins fantaisistes. M. Protisch, s'il est représenté comme un adversaire de M. Ristics alors qu'il n'en est qu'une des créatures les plus actives et qu'il a dû aux services qu'il a su rendre au ministre président son élévation au général tat alors que ses services et sa science militaire sont plus qu'au dessous de la plus modeste moyenne. (817, 277, 1081, 444)
paragraph: « Je regrette votre demande en date du 6 avril, et je ne méconnais pas les difficultés pouvant résulter pour vous du conflit entre les devoirs que la Constitution de l'empire vous impose et la responsabilité qui vous incombe, mais je juge pas nécessaire de vous relever de vos fonctions pour la raison que vous en croyez pas pouvoir, dans un cas déterminé, accomplir la tâche qui vous est assignée par les art. 16 et 17 de la Constitution de l'empire. Au cas où une question de ce genre se présenterait à l'avenir, je vous prie d'éviter ces conflits et de me présenter les propositions dont le conseil fédéral sera ensuite saisi et qui auront pour but d'arriver à amener la solution constitutionnelle d'un pareil conflit de devoirs. » (279, 1442, 543, 1655)
paragraph: Dans Mme Protisch, M. Ristics avait un agent non moins précieux, par elle il dominait la princesse qui avait la faiblesse de croire au désintéressement de cette dame qui recevait sa récompense de toutes les mains, enrichie par sa souveraine, comblée par le prince, favorisée si ce n'est payée par M. Ristics elle est disgraciée pour avoir joué son rôle au delà de ce qui était indiqué. (817, 679, 1081, 800)
paragraph: La police de Munich a interdit la réunion. La police de Pforzheim, petite ville du grand duché de Bade, a fait arrêter quatre chefs du parti socialiste de cette ville. (1356, 856, 1620, 916)
paragraph: Et Dupin concluait : (1101, 911, 1199, 925)
paragraph: Le Journal des Débats dit que la France est suffisamment remise aussi bien financièrement que dans ses conditions intérieures pour prendre part de nouveau à l'œuvre civilisatrice commune des nations européennes. Les Débats invitent donc la France à occuper en Afrique, en Asie et en Australie de fertiles territoires, encore vacants, qui un jour pourront être d'une importance considérable. (817, 1615, 1081, 1736)
paragraph: La République française publie cette appréciation singulière : (1356, 1114, 1620, 1144)
paragraph: Quoi qu'il arrive, la majorité parlementaire sera composée de trois groupes distincts, dont le plus nombreux se composera de libéraux modérés. Mais, où sera la majorité du gouvernement ? où prendra-t-elle son mot d'ordre, et comment, sans lui donner une part du pouvoir, s'assura-t-elle le concours du parti radical ? Enfin, M. Gladstone et lord Granville n'auront pas d'adversaires plus opiniâtres que M. Fawcett et sir Charles Dilke. Il est peut probable, à la vérité, que M. Gladstone entre dans la prochaine combinaison ministérielle ; mais, s'il en est exclu, on ne pourra guère éviter que lord Granville en fasse partie et y joue un rôle considérable. (1356, 1146, 1620, 1344)
dateline: Paris, le 2 avril 1880. (907, 1771, 1007, 1784)
paragraph: M. de Cassagnac publie dans le Pays un nouvel article dans lequel il exprime l'espoir que les fils du prince Napoléon peuvent autrement que leur père. Le Pays rappelle que le prince impérial lui-même a indiqué pour son successeur le fils du prince Napoléon, et non le prince Napoléon lui-même. (817, 1505, 1081, 1595)
signature-line: Le conseiller d'Etat, directeur général des cultes, (1113, 2119, 1339, 2133)
paragraph: Je n'aurai pas besoin de longs développements pour établir que cette accusation n'est pas mieux justifiée que la précédente. (1086, 1195, 1351, 1240)
paragraph: « Après la victoire remportée le 14 octobre 1877, qui a assis la République sur des fondements inébranlables, ce qu'il y avait à faire ce n'était pas de supprimer la concurrence des jésuites, c'était de fortifier la liberté, c'était de la compléter, c'était qu'enfin elle existât en droit, aussi pleinement et plus pleinement encore qu'elle existe en fait. (817, 1198, 1081, 1303)
paragraph: Quoique rétrospectifs, les détails qui vont suivre sur la captivité du colonel Synge n'ont pas à présenter un certain intérêt. Ils proviennent dans tous les cas de bonne source. M. Blunt, à travers les négociations délicates que les circonstances aussi délicates que celles que, dans cette occasion, M. Blunt a eu à traverser. Un moment, le consul d'Angleterre a couru un réel danger. Soupçonné par Nico de jouer un double rôle dans l'affaire, il n'était pas sans risquer d'être attaqué par les autres bandits de brigands qui infestent la province. Rien cependant ne le déconcerta, il avait en main la situation. (8, 1063, 272, 1244)
